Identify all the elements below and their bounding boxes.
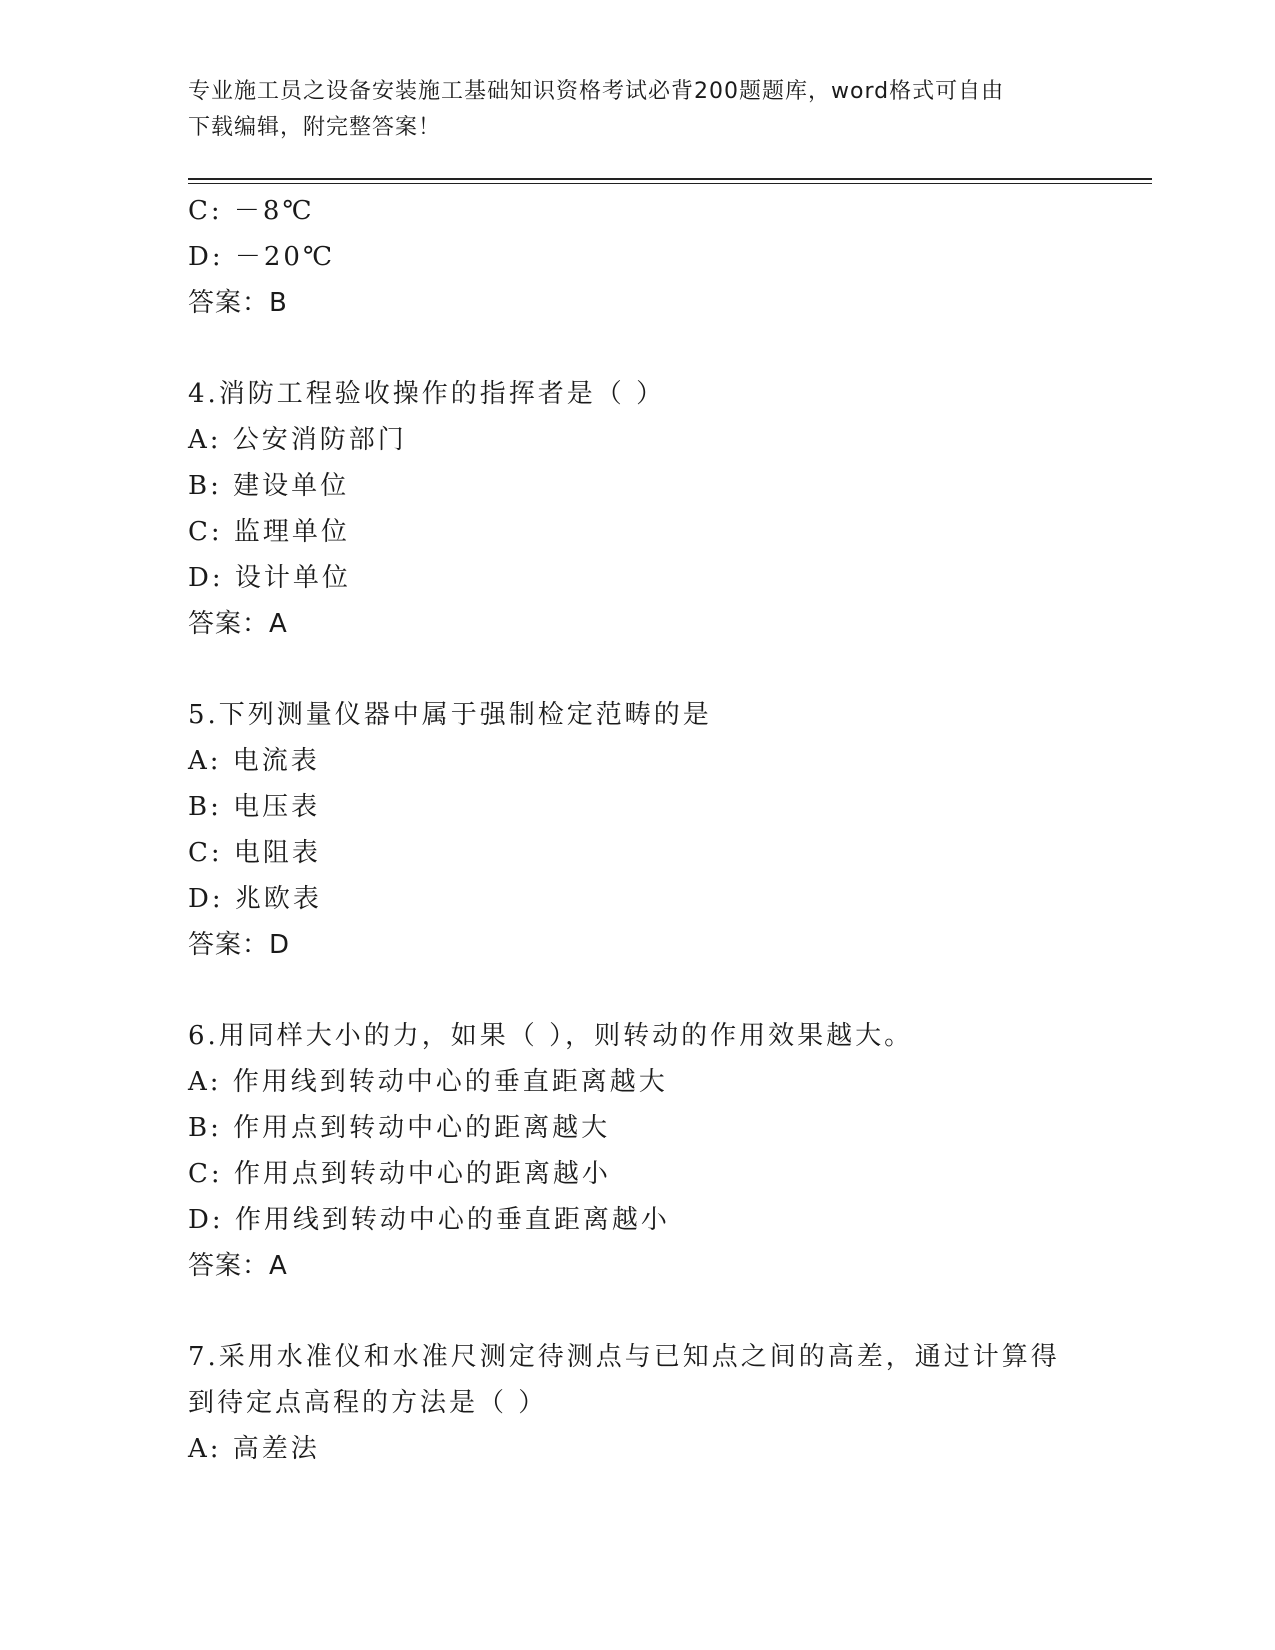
option-d: D: 兆欧表 (188, 884, 322, 914)
question-3-tail (188, 188, 1148, 326)
option-c: C: －8℃ (188, 196, 315, 226)
header-line-1: 专业施工员之设备安装施工基础知识资格考试必背200题题库，word格式可自由 (188, 79, 1005, 104)
question-stem-line-1: 7.采用水准仪和水准尺测定待测点与已知点之间的高差，通过计算得 (188, 1342, 1060, 1372)
answer-line: 答案：B (188, 288, 288, 318)
answer-line: 答案：A (188, 609, 288, 639)
question-7 (188, 1334, 1148, 1472)
question-stem: 4.消防工程验收操作的指挥者是（ ） (188, 379, 666, 409)
option-b: B: 电压表 (188, 792, 321, 822)
option-d: D: 设计单位 (188, 563, 351, 593)
question-stem: 6.用同样大小的力，如果（ ），则转动的作用效果越大。 (188, 1021, 914, 1051)
option-d: D: 作用线到转动中心的垂直距离越小 (188, 1205, 670, 1235)
option-c: C: 电阻表 (188, 838, 321, 868)
option-a: A: 公安消防部门 (188, 425, 407, 455)
spacer (188, 968, 1148, 1013)
header-rule-thick (188, 178, 1152, 180)
header-rule-thin (188, 183, 1152, 184)
spacer (188, 326, 1148, 371)
question-5 (188, 692, 1148, 968)
option-a: A: 电流表 (188, 746, 320, 776)
option-a: A: 作用线到转动中心的垂直距离越大 (188, 1067, 668, 1097)
question-list (188, 188, 1148, 1472)
question-stem-line-2: 到待定点高程的方法是（ ） (188, 1388, 548, 1418)
option-a: A: 高差法 (188, 1434, 320, 1464)
option-c: C: 作用点到转动中心的距离越小 (188, 1159, 611, 1189)
option-d: D: －20℃ (188, 242, 336, 272)
spacer (188, 1289, 1148, 1334)
answer-line: 答案：A (188, 1251, 288, 1281)
question-6 (188, 1013, 1148, 1289)
question-4 (188, 371, 1148, 647)
option-c: C: 监理单位 (188, 517, 350, 547)
spacer (188, 647, 1148, 692)
option-b: B: 建设单位 (188, 471, 350, 501)
question-stem: 5.下列测量仪器中属于强制检定范畴的是 (188, 700, 712, 730)
option-b: B: 作用点到转动中心的距离越大 (188, 1113, 611, 1143)
header-line-2: 下载编辑，附完整答案！ (188, 115, 442, 140)
answer-line: 答案：D (188, 930, 291, 960)
document-header (188, 74, 1088, 146)
